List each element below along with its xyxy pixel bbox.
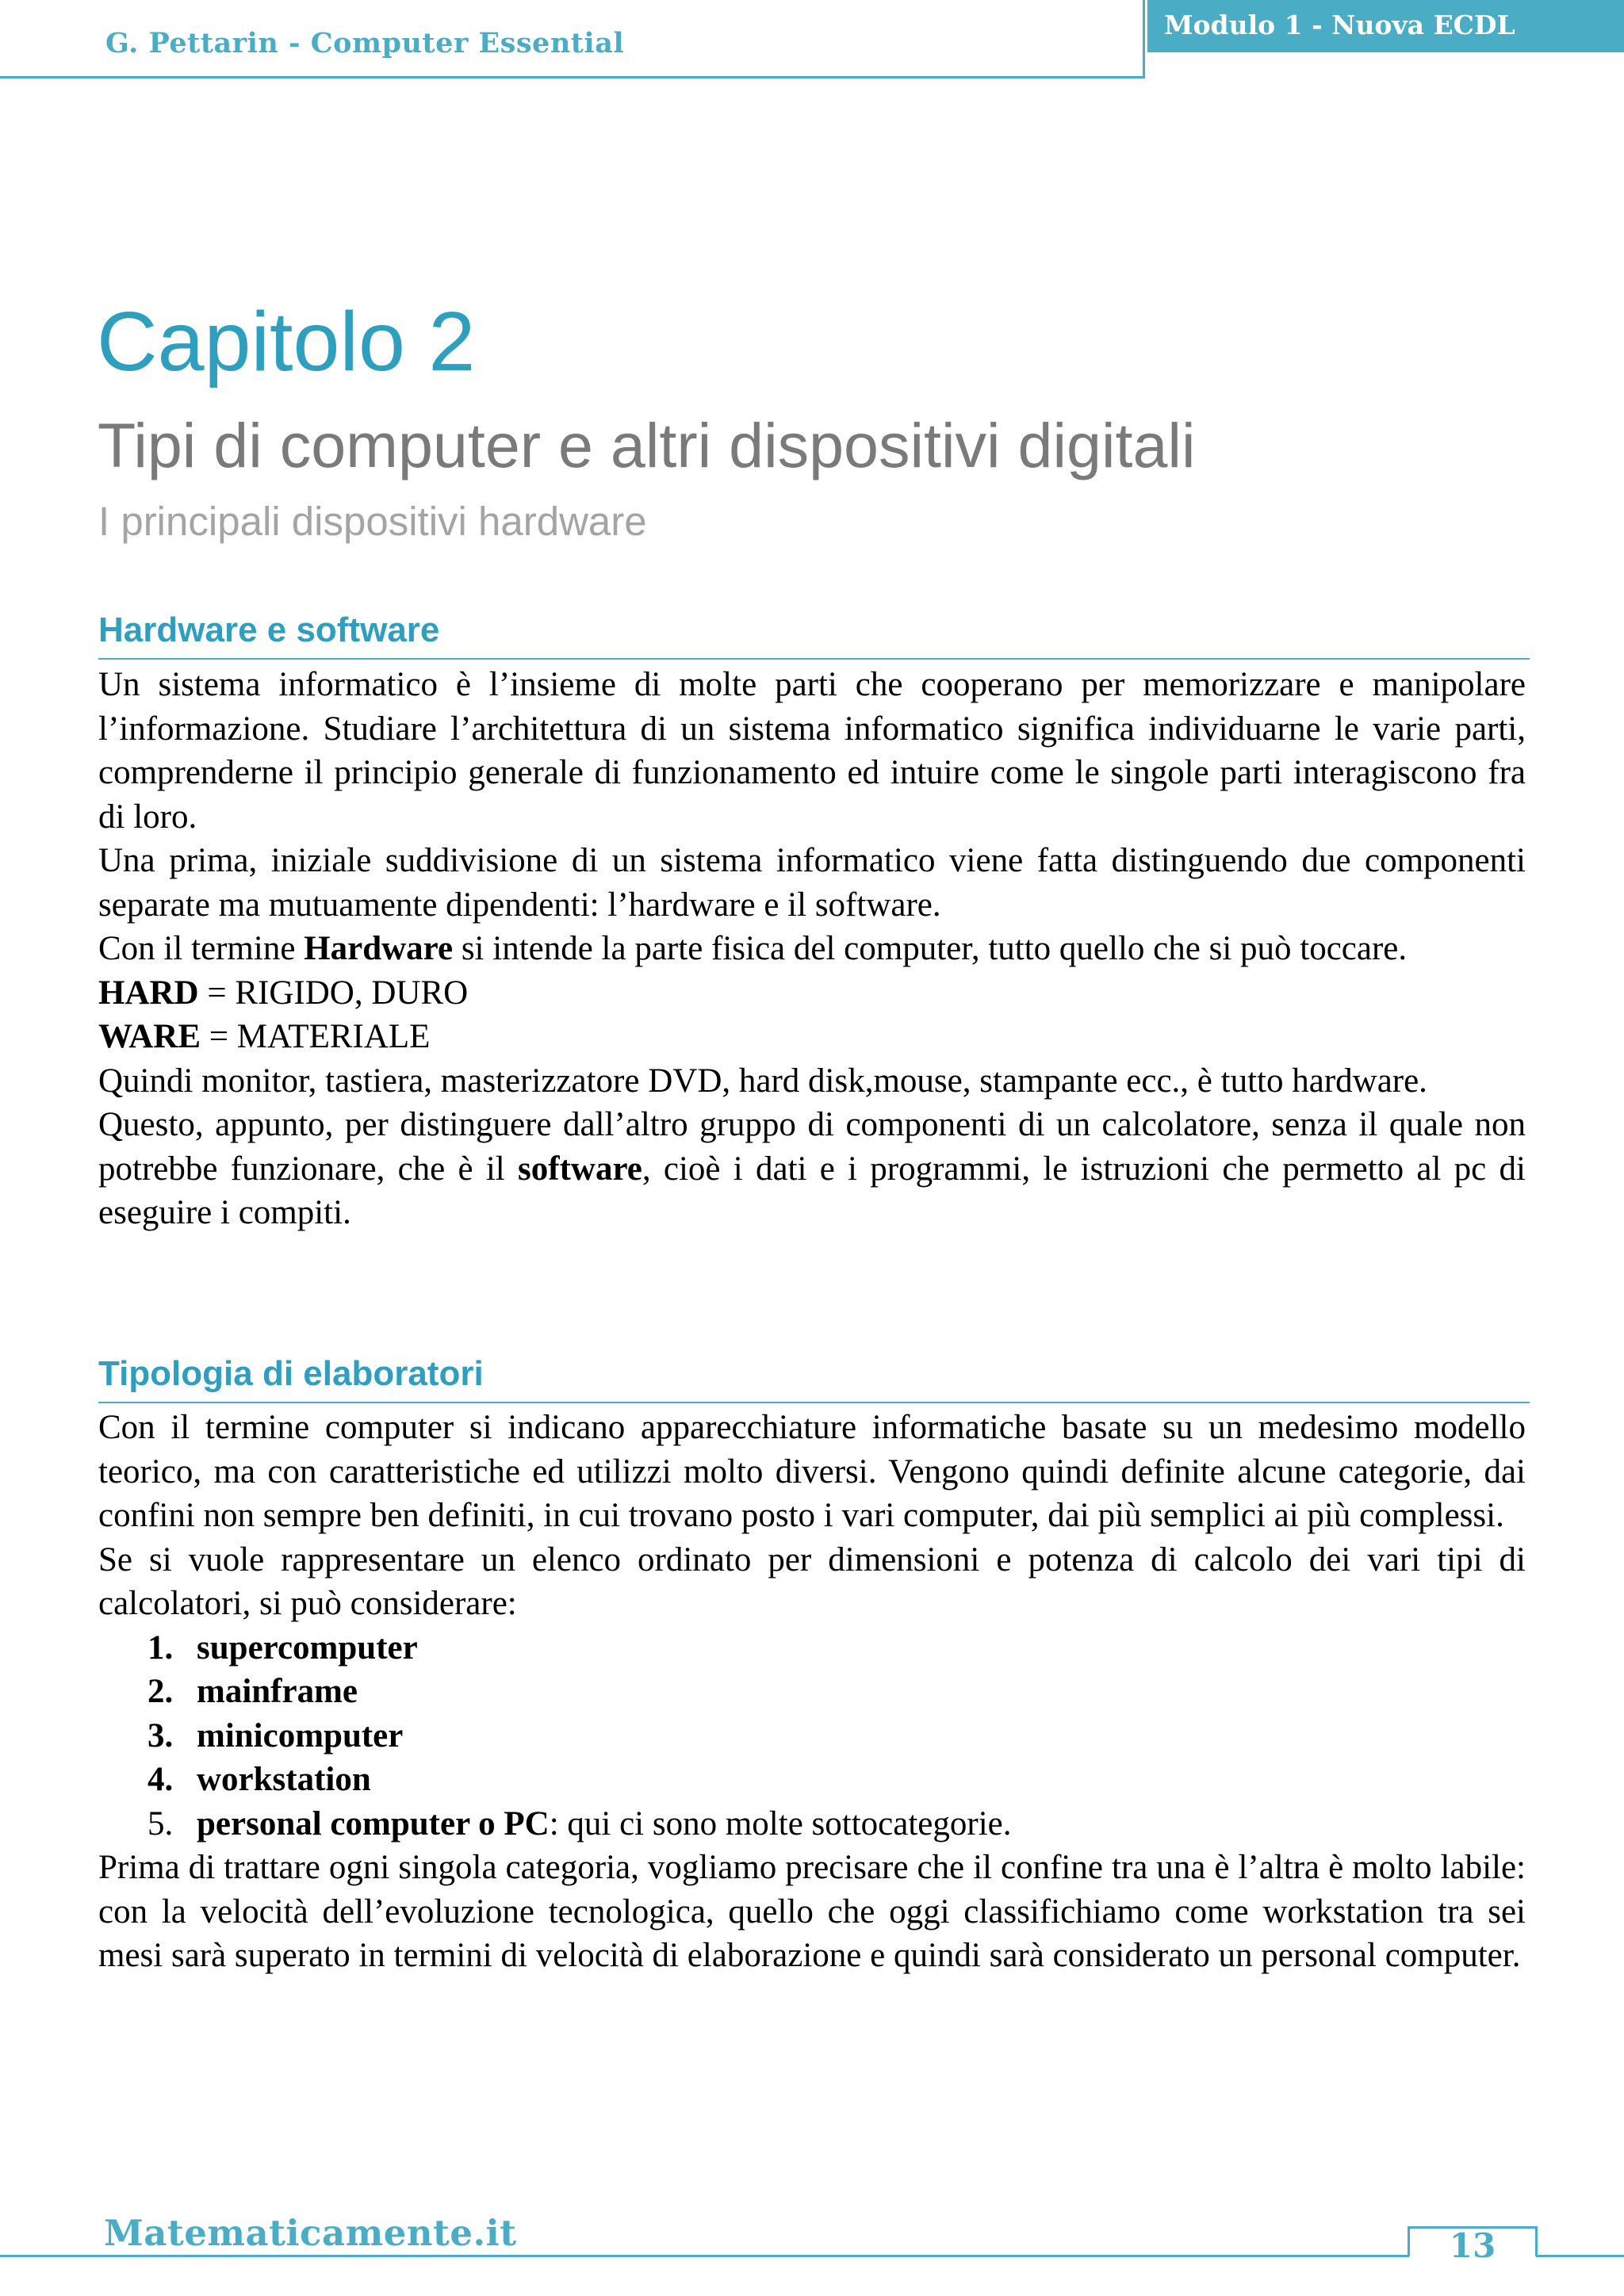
definition-term: HARD: [98, 974, 199, 1012]
paragraph: [98, 1103, 1526, 1235]
paragraph: Una prima, iniziale suddivisione di un sistema informatico viene fatta distinguendo due componenti separate ma mutuamente dipendenti: l’hardware e il software.: [98, 842, 1526, 924]
definition-line-hard: [98, 971, 1526, 1016]
section-rule: [98, 1402, 1530, 1403]
section-body-tipologia-elaboratori: [98, 1406, 1526, 1978]
paragraph: Prima di trattare ogni singola categoria, vogliamo precisare che il confine tra una è l’altra è molto labile: con la velocità dell’evoluzione tecnologica, quello che oggi classifichiamo come workstation tra sei mesi sarà superato in termini di velocità di elaborazione e quindi sarà considerato un personal computer.: [98, 1849, 1526, 1974]
paragraph: Quindi monitor, tastiera, masterizzatore DVD, hard disk,mouse, stampante ecc., è tutto hardware.: [98, 1062, 1427, 1100]
bold-term-software: software: [518, 1150, 642, 1188]
list-item-label: personal computer o PC: [197, 1804, 550, 1843]
list-item: [98, 1626, 1526, 1670]
definition-value: = RIGIDO, DURO: [198, 974, 469, 1012]
text-run: , cioè i dati e i programmi, le istruzioni che permetto al pc di eseguire i compiti.: [98, 1150, 1526, 1231]
list-item: [98, 1802, 1526, 1846]
list-number: 4.: [147, 1761, 174, 1798]
chapter-subtitle: Tipi di computer e altri dispositivi digitali: [98, 410, 1196, 480]
section-body-hardware-software: [98, 663, 1526, 1235]
text-run: Con il termine: [98, 930, 304, 967]
definition-line-ware: [98, 1015, 1526, 1059]
page-number: 13: [1449, 2226, 1496, 2265]
list-item: [98, 1758, 1526, 1802]
list-item-label: workstation: [197, 1761, 371, 1798]
bold-term-hardware: Hardware: [304, 930, 454, 967]
text-run: Questo, appunto, per distinguere dall’altro gruppo di componenti di un calcolatore, senza il quale non potrebbe funzionare, che è il: [98, 1106, 1526, 1188]
running-header-author: G. Pettarin - Computer Essential: [105, 27, 625, 59]
list-item: [98, 1670, 1526, 1714]
footer-site-name: Matematicamente.it: [104, 2212, 517, 2254]
list-number: 2.: [147, 1673, 174, 1710]
section-heading-tipologia-elaboratori: Tipologia di elaboratori: [98, 1354, 484, 1393]
list-number: 3.: [147, 1716, 174, 1755]
paragraph: Se si vuole rappresentare un elenco ordinato per dimensioni e potenza di calcolo dei vari tipi di calcolatori, si può considerare:: [98, 1540, 1526, 1622]
list-item-label: minicomputer: [197, 1716, 404, 1755]
header-rule: [0, 76, 1145, 78]
section-heading-hardware-software: Hardware e software: [98, 610, 440, 649]
text-run: si intende la parte fisica del computer, tutto quello che si può toccare.: [453, 930, 1408, 967]
list-item: [98, 1714, 1526, 1758]
definition-term: WARE: [98, 1018, 201, 1055]
definition-value: = MATERIALE: [201, 1018, 431, 1055]
section-rule: [98, 658, 1530, 660]
running-header-module: Modulo 1 - Nuova ECDL: [1164, 10, 1515, 40]
list-number: 1.: [147, 1628, 174, 1667]
paragraph: Un sistema informatico è l’insieme di molte parti che cooperano per memorizzare e manipolare l’informazione. Studiare l’architettura di un sistema informatico significa individuarne le varie parti, comprenderne il principio generale di funzionamento ed intuire come le singole parti interagiscono fra di loro.: [98, 666, 1526, 836]
paragraph: [98, 927, 1526, 971]
list-item-label: supercomputer: [197, 1628, 418, 1667]
list-item-description: : qui ci sono molte sottocategorie.: [549, 1804, 1012, 1843]
chapter-kicker: I principali dispositivi hardware: [98, 499, 647, 544]
footer-rule-left: [0, 2255, 1409, 2257]
paragraph: Con il termine computer si indicano apparecchiature informatiche basate su un medesimo modello teorico, ma con caratteristiche ed utilizzi molto diversi. Vengono quindi definite alcune categorie, dai confini non sempre ben definiti, in cui trovano posto i vari computer, dai più semplici ai più complessi.: [98, 1409, 1526, 1534]
list-number: 5.: [147, 1804, 174, 1843]
list-item-label: mainframe: [197, 1673, 358, 1710]
footer-rule-right: [1536, 2255, 1624, 2257]
computer-types-list: [98, 1626, 1526, 1846]
chapter-title: Capitolo 2: [97, 295, 476, 388]
